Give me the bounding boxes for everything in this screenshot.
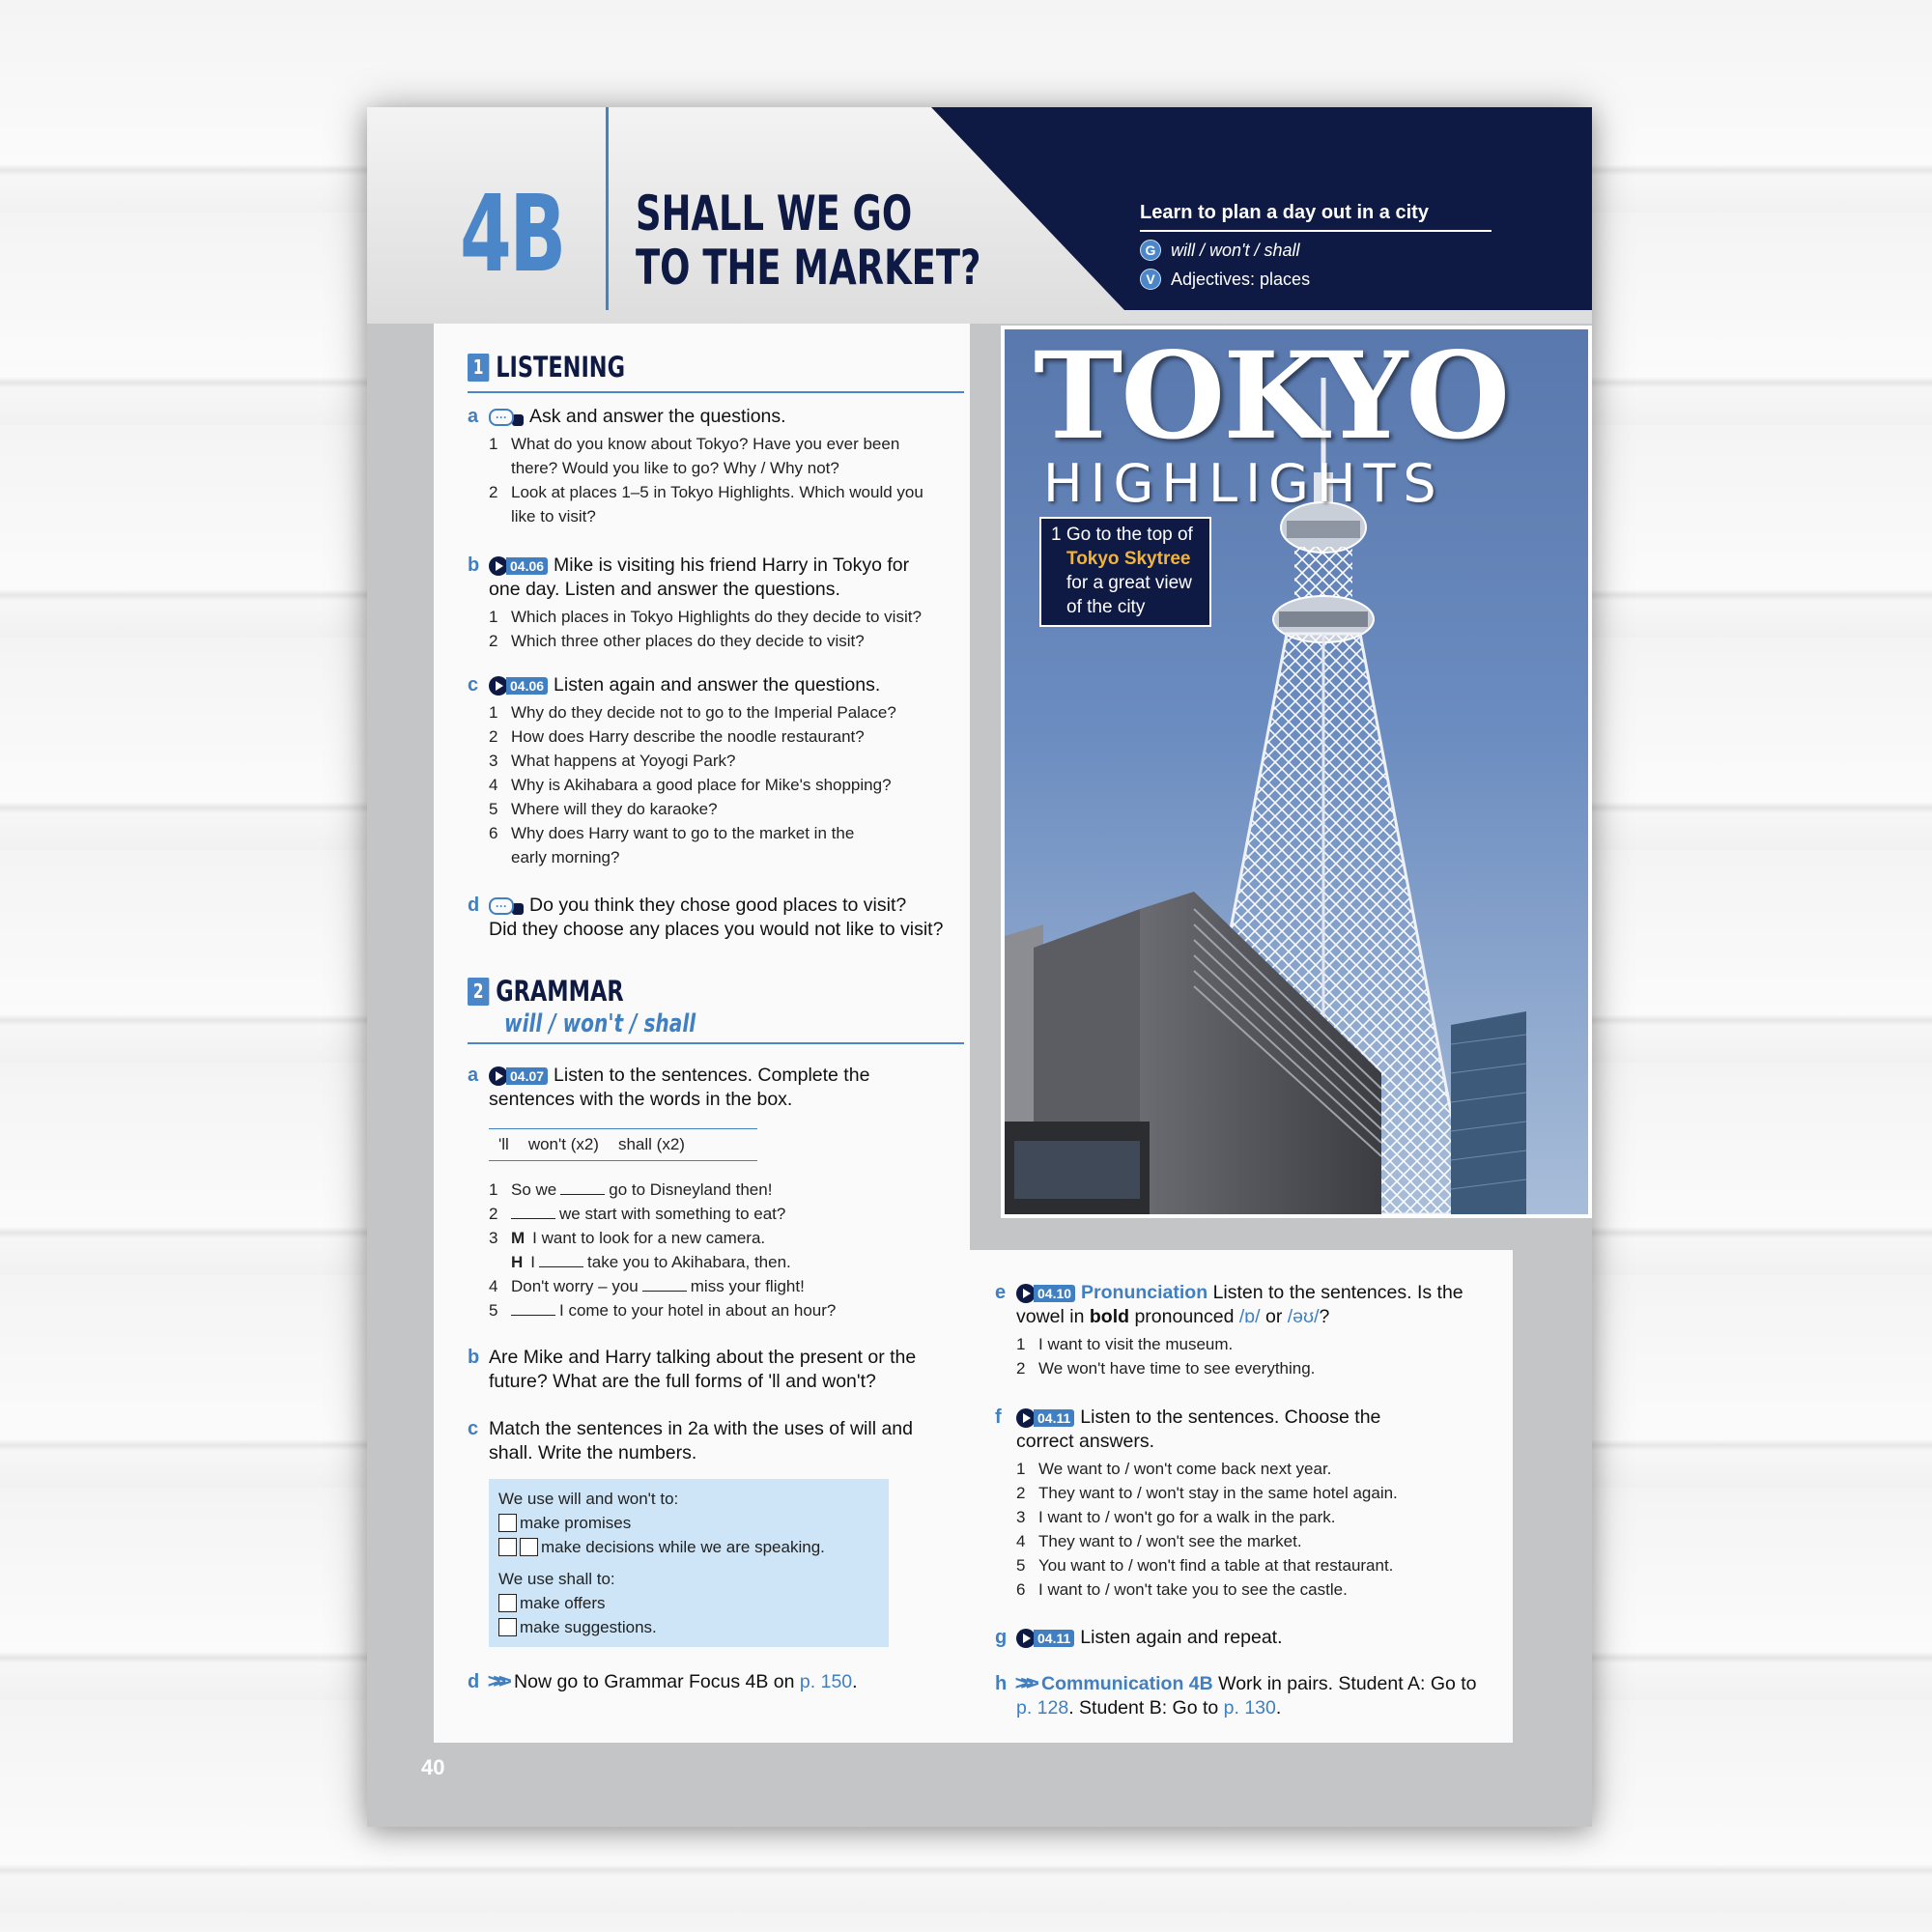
exercise-letter: c bbox=[468, 674, 479, 696]
list-item: 1 I want to visit the museum. bbox=[1016, 1335, 1234, 1353]
play-icon bbox=[1016, 1408, 1036, 1428]
word-box-item: shall (x2) bbox=[617, 1135, 685, 1153]
grammar-badge-icon: G bbox=[1140, 240, 1161, 261]
exercise-1a bbox=[468, 405, 970, 528]
page-number: 40 bbox=[421, 1755, 445, 1779]
exercise-1d: d ··· Do you think they chose good places to visit? Did they choose any places you would not like to visit? bbox=[468, 895, 944, 940]
list-item: 3 I want to / won't go for a walk in the park. bbox=[1016, 1508, 1336, 1526]
play-icon bbox=[1016, 1284, 1036, 1303]
section-rule bbox=[468, 391, 964, 393]
uses-heading: We use will and won't to: bbox=[498, 1490, 679, 1508]
goal-vocab-text: Adjectives: places bbox=[1171, 269, 1311, 289]
goal-vocab bbox=[1140, 269, 1492, 290]
answer-checkbox[interactable] bbox=[498, 1538, 517, 1556]
goal-grammar bbox=[1140, 240, 1492, 261]
pronunciation-label: Pronunciation bbox=[1081, 1282, 1208, 1303]
answer-blank[interactable] bbox=[539, 1266, 583, 1267]
goal-title: Learn to plan a day out in a city bbox=[1140, 202, 1492, 232]
goal-grammar-text: will / won't / shall bbox=[1171, 240, 1300, 260]
unit-divider bbox=[606, 107, 609, 310]
audio-track-number: 04.07 bbox=[506, 1067, 548, 1085]
audio-play-button[interactable] bbox=[1016, 1284, 1075, 1303]
list-item: 5 Where will they do karaoke? bbox=[489, 800, 718, 818]
gap-fill-sentences bbox=[489, 1178, 972, 1322]
exercise-letter: e bbox=[995, 1282, 1007, 1303]
gap-fill-item: 2 we start with something to eat? bbox=[489, 1205, 786, 1223]
exercise-2b: b Are Mike and Harry talking about the present or the future? What are the full forms of 'll and won't? bbox=[468, 1347, 917, 1392]
exercise-letter: d bbox=[468, 895, 480, 916]
answer-checkbox[interactable] bbox=[498, 1514, 517, 1532]
callout-line: for a great view bbox=[1066, 573, 1192, 593]
exercise-2d: d >>> Now go to Grammar Focus 4B on p. 150. bbox=[468, 1671, 858, 1692]
exercise-letter: b bbox=[468, 1347, 480, 1368]
listening-heading bbox=[468, 351, 899, 384]
vocab-badge-icon: V bbox=[1140, 269, 1161, 290]
speaking-icon: ··· bbox=[489, 897, 524, 915]
go-to-arrows-icon: >>> bbox=[1014, 1673, 1032, 1694]
exercise-letter: g bbox=[995, 1627, 1008, 1648]
section-rule bbox=[468, 1042, 964, 1044]
word-box bbox=[489, 1128, 757, 1161]
coursebook-page bbox=[367, 107, 1592, 1827]
list-item: 1 We want to / won't come back next year. bbox=[1016, 1460, 1332, 1478]
photo-callout-1 bbox=[1039, 517, 1211, 627]
callout-line: of the city bbox=[1066, 597, 1146, 617]
exercise-2a: a 04.07 Listen to the sentences. Complete the sentences with the words in the box. bbox=[468, 1065, 870, 1110]
exercise-letter: h bbox=[995, 1673, 1008, 1694]
exercise-letter: a bbox=[468, 406, 479, 427]
play-icon bbox=[489, 556, 508, 576]
answer-checkbox[interactable] bbox=[520, 1538, 538, 1556]
grammar-section-header bbox=[468, 975, 970, 1044]
unit-title-line-2: TO THE MARKET? bbox=[636, 240, 981, 296]
uses-option: make suggestions. bbox=[498, 1615, 879, 1639]
play-icon bbox=[489, 676, 508, 696]
exercise-2g: g 04.11 Listen again and repeat. bbox=[995, 1627, 1283, 1648]
list-item: early morning? bbox=[511, 848, 620, 867]
word-box-item: won't (x2) bbox=[527, 1135, 599, 1153]
exercise-instruction: Ask and answer the questions. bbox=[529, 406, 786, 427]
list-item: 5 You want to / won't find a table at that restaurant. bbox=[1016, 1556, 1394, 1575]
list-item: 4 They want to / won't see the market. bbox=[1016, 1532, 1302, 1550]
list-item: 4 Why is Akihabara a good place for Mike's shopping? bbox=[489, 776, 892, 794]
list-item: 2 We won't have time to see everything. bbox=[1016, 1359, 1316, 1378]
gap-fill-item: 3 M I want to look for a new camera. bbox=[489, 1229, 766, 1247]
grammar-subtitle: will / won't / shall bbox=[504, 1009, 696, 1038]
audio-track-number: 04.10 bbox=[1034, 1285, 1075, 1302]
gap-fill-item: H I take you to Akihabara, then. bbox=[511, 1253, 791, 1271]
list-item: 3 What happens at Yoyogi Park? bbox=[489, 752, 736, 770]
answer-checkbox[interactable] bbox=[498, 1618, 517, 1636]
section-title: GRAMMAR bbox=[496, 975, 624, 1008]
exercise-letter: c bbox=[468, 1418, 479, 1439]
unit-number: 4B bbox=[460, 172, 564, 296]
audio-track-number: 04.11 bbox=[1034, 1630, 1074, 1647]
callout-highlight: Tokyo Skytree bbox=[1066, 549, 1191, 569]
exercise-letter: b bbox=[468, 554, 480, 576]
uses-heading: We use shall to: bbox=[498, 1570, 615, 1588]
answer-blank[interactable] bbox=[511, 1218, 555, 1219]
listening-section-header bbox=[468, 351, 970, 393]
gap-fill-item: 1 So we go to Disneyland then! bbox=[489, 1180, 773, 1199]
list-item: 2 They want to / won't stay in the same hotel again. bbox=[1016, 1484, 1398, 1502]
gap-fill-item: 5 I come to your hotel in about an hour? bbox=[489, 1301, 837, 1320]
exercise-2h: h >>> Communication 4B Work in pairs. Student A: Go to p. 128. Student B: Go to p. 130. bbox=[995, 1673, 1477, 1719]
exercise-letter: d bbox=[468, 1671, 480, 1692]
list-item: 6 I want to / won't take you to see the castle. bbox=[1016, 1580, 1348, 1599]
communication-link[interactable]: Communication 4B bbox=[1041, 1673, 1213, 1694]
gap-fill-item: 4 Don't worry – you miss your flight! bbox=[489, 1277, 805, 1295]
word-box-item: 'll bbox=[498, 1135, 509, 1153]
audio-track-number: 04.06 bbox=[506, 677, 548, 695]
uses-option: make offers bbox=[498, 1591, 879, 1615]
audio-play-button[interactable] bbox=[489, 676, 548, 696]
answer-blank[interactable] bbox=[642, 1291, 687, 1292]
list-item: 1 What do you know about Tokyo? Have you ever been there? Would you like to go? Why / Why not? bbox=[489, 435, 900, 477]
audio-play-button[interactable] bbox=[489, 556, 548, 576]
section-title: LISTENING bbox=[496, 351, 625, 384]
uses-option: make decisions while we are speaking. bbox=[498, 1535, 879, 1559]
list-item: 6 Why does Harry want to go to the market in the bbox=[489, 824, 855, 842]
audio-track-number: 04.06 bbox=[506, 557, 548, 575]
list-item: 2 How does Harry describe the noodle restaurant? bbox=[489, 727, 865, 746]
audio-play-button[interactable] bbox=[489, 1066, 548, 1086]
photo-title: TOKYO bbox=[1034, 327, 1509, 467]
exercise-1c: c 04.06 Listen again and answer the questions. 1 Why do they decide not to go to the Imperial Palace? 2 How does Harry describe the noodle restaurant? 3 What happens at Yoyogi Park? 4 Why is Akihabara a good place for Mike's shopping? 5 Where will they do karaoke? 6 Why does Harry want to go to the market in the early morning? bbox=[468, 673, 970, 869]
answer-blank[interactable] bbox=[511, 1315, 555, 1316]
audio-play-button[interactable] bbox=[1016, 1629, 1074, 1648]
list-item: 1 Which places in Tokyo Highlights do they decide to visit? bbox=[489, 608, 922, 626]
photo-subtitle: HIGHLIGHTS bbox=[1043, 453, 1444, 514]
answer-checkbox[interactable] bbox=[498, 1594, 517, 1612]
tokyo-highlights-photo bbox=[1001, 326, 1592, 1218]
audio-track-number: 04.11 bbox=[1034, 1409, 1074, 1427]
exercise-2c: c Match the sentences in 2a with the uses of will and shall. Write the numbers. bbox=[468, 1418, 913, 1463]
unit-title-line-1: SHALL WE GO bbox=[636, 185, 913, 242]
learning-goals bbox=[1140, 202, 1492, 290]
uses-box bbox=[489, 1479, 889, 1647]
play-icon bbox=[1016, 1629, 1036, 1648]
speaking-icon: ··· bbox=[489, 409, 524, 426]
list-item: 1 Why do they decide not to go to the Imperial Palace? bbox=[489, 703, 896, 722]
page-link[interactable]: p. 150 bbox=[799, 1671, 853, 1692]
go-to-arrows-icon: >>> bbox=[487, 1671, 504, 1692]
exercise-letter: a bbox=[468, 1065, 479, 1086]
grammar-heading bbox=[468, 975, 899, 1008]
audio-play-button[interactable] bbox=[1016, 1408, 1074, 1428]
page-link[interactable]: p. 128 bbox=[1016, 1697, 1069, 1719]
play-icon bbox=[489, 1066, 508, 1086]
exercise-letter: f bbox=[995, 1406, 1002, 1428]
section-number: 1 bbox=[468, 354, 489, 382]
exercise-1b: b 04.06 Mike is visiting his friend Harry in Tokyo for one day. Listen and answer the questions. 1 Which places in Tokyo Highlights do they decide to visit? 2 Which three other places do they decide to visit? bbox=[468, 554, 970, 653]
callout-line: 1 Go to the top of bbox=[1051, 525, 1193, 545]
answer-blank[interactable] bbox=[560, 1194, 605, 1195]
exercise-2f: f 04.11 Listen to the sentences. Choose the correct answers. 1 We want to / won't come back next year. 2 They want to / won't stay in the same hotel again. 3 I want to / won't go for a walk in the park. 4 They want to / won't see the market. 5 You want to / won't find a table at that restaurant. 6 I want to / won't take you to see the castle. bbox=[995, 1406, 1497, 1602]
section-number: 2 bbox=[468, 978, 489, 1006]
list-item: 2 Look at places 1–5 in Tokyo Highlights. Which would you like to visit? bbox=[489, 483, 923, 526]
page-link[interactable]: p. 130 bbox=[1223, 1697, 1276, 1719]
unit-title bbox=[636, 186, 980, 295]
exercise-2e: e 04.10 Pronunciation Listen to the sentences. Is the vowel in bold pronounced /ɒ/ or /əʊ/? 1 I want to visit the museum. 2 We won't have time to see everything. bbox=[995, 1281, 1497, 1380]
uses-option: make promises bbox=[498, 1511, 879, 1535]
list-item: 2 Which three other places do they decide to visit? bbox=[489, 632, 865, 650]
